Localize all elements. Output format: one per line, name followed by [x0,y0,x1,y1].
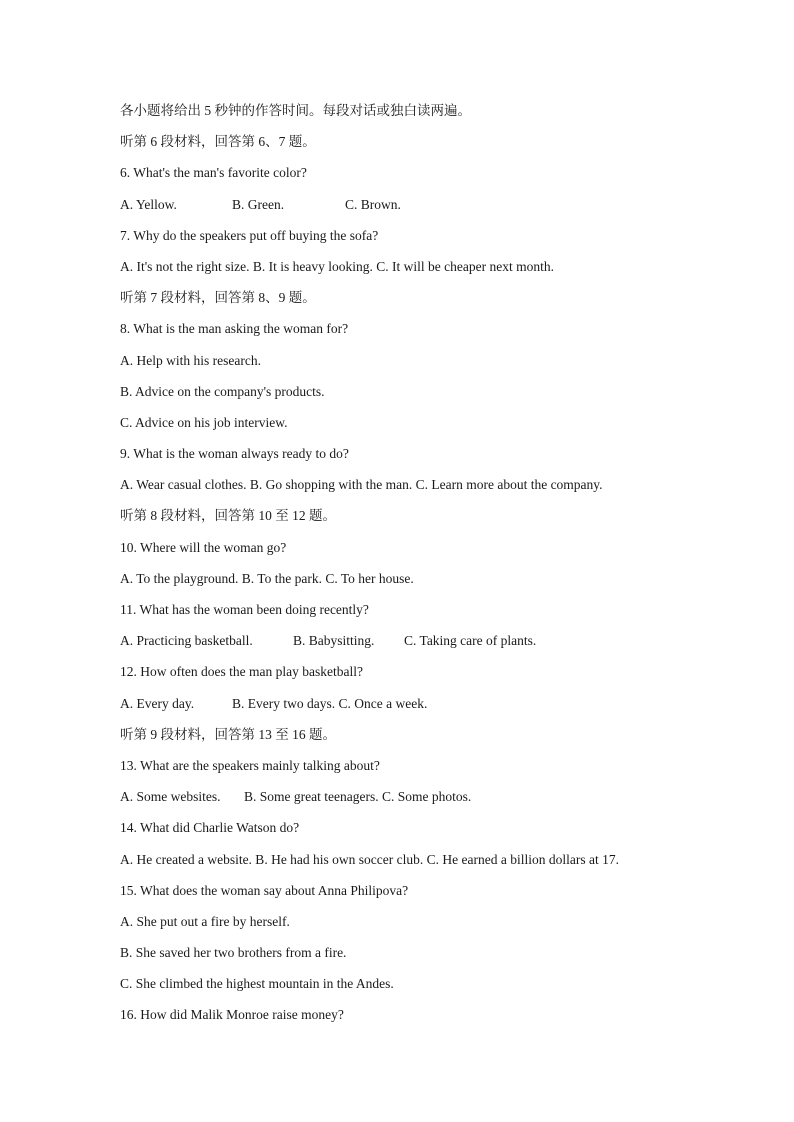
option-a: A. Practicing basketball. [120,633,253,649]
question-11: 11. What has the woman been doing recently? [120,602,369,617]
section-heading: 听第 8 段材料，回答第 10 至 12 题。 [120,508,336,524]
option-b: B. Green. [232,196,285,212]
question-13-options [120,788,720,819]
section-heading: 听第 9 段材料，回答第 13 至 16 题。 [120,726,336,742]
question-10-options: A. To the playground. B. To the park. C. To her house. [120,570,414,586]
option-b-c: B. Every two days. C. Once a week. [232,695,428,711]
question-8: 8. What is the man asking the woman for? [120,321,349,337]
option-c: C. Advice on his job interview. [120,414,288,430]
question-13: 13. What are the speakers mainly talking about? [120,757,380,773]
question-14: 14. What did Charlie Watson do? [120,820,300,836]
option-a: A. Yellow. [120,196,177,212]
section-heading: 听第 6 段材料，回答第 6、7 题。 [120,134,316,150]
listening-section [120,102,720,1038]
question-11-options [120,632,720,663]
section-heading: 听第 7 段材料，回答第 8、9 题。 [120,290,316,306]
option-a: A. She put out a fire by herself. [120,913,290,929]
question-9-options: A. Wear casual clothes. B. Go shopping with the man. C. Learn more about the company. [120,477,603,493]
option-a: A. Help with his research. [120,352,261,368]
question-7: 7. Why do the speakers put off buying the sofa? [120,227,379,243]
question-14-options: A. He created a website. B. He had his own soccer club. C. He earned a billion dollars at 17. [120,851,619,867]
question-16: 16. How did Malik Monroe raise money? [120,1007,344,1023]
option-c: C. Brown. [345,196,401,212]
option-a: A. Some websites. [120,789,221,805]
question-15: 15. What does the woman say about Anna Philipova? [120,882,409,898]
question-9: 9. What is the woman always ready to do? [120,446,349,462]
question-7-options: A. It's not the right size. B. It is heavy looking. C. It will be cheaper next month. [120,258,554,274]
option-b: B. Advice on the company's products. [120,383,325,399]
question-6: 6. What's the man's favorite color? [120,165,307,181]
question-10: 10. Where will the woman go? [120,539,287,555]
question-12: 12. How often does the man play basketball? [120,664,363,680]
option-a: A. Every day. [120,695,195,711]
option-c: C. Taking care of plants. [404,633,537,649]
option-b: B. Babysitting. [293,633,375,649]
option-b: B. She saved her two brothers from a fire. [120,945,347,961]
instructions: 各小题将给出 5 秒钟的作答时间。每段对话或独白读两遍。 [120,103,471,118]
option-b-c: B. Some great teenagers. C. Some photos. [244,789,472,805]
question-12-options [120,695,720,726]
option-c: C. She climbed the highest mountain in the Andes. [120,976,394,992]
question-6-options [120,196,720,227]
